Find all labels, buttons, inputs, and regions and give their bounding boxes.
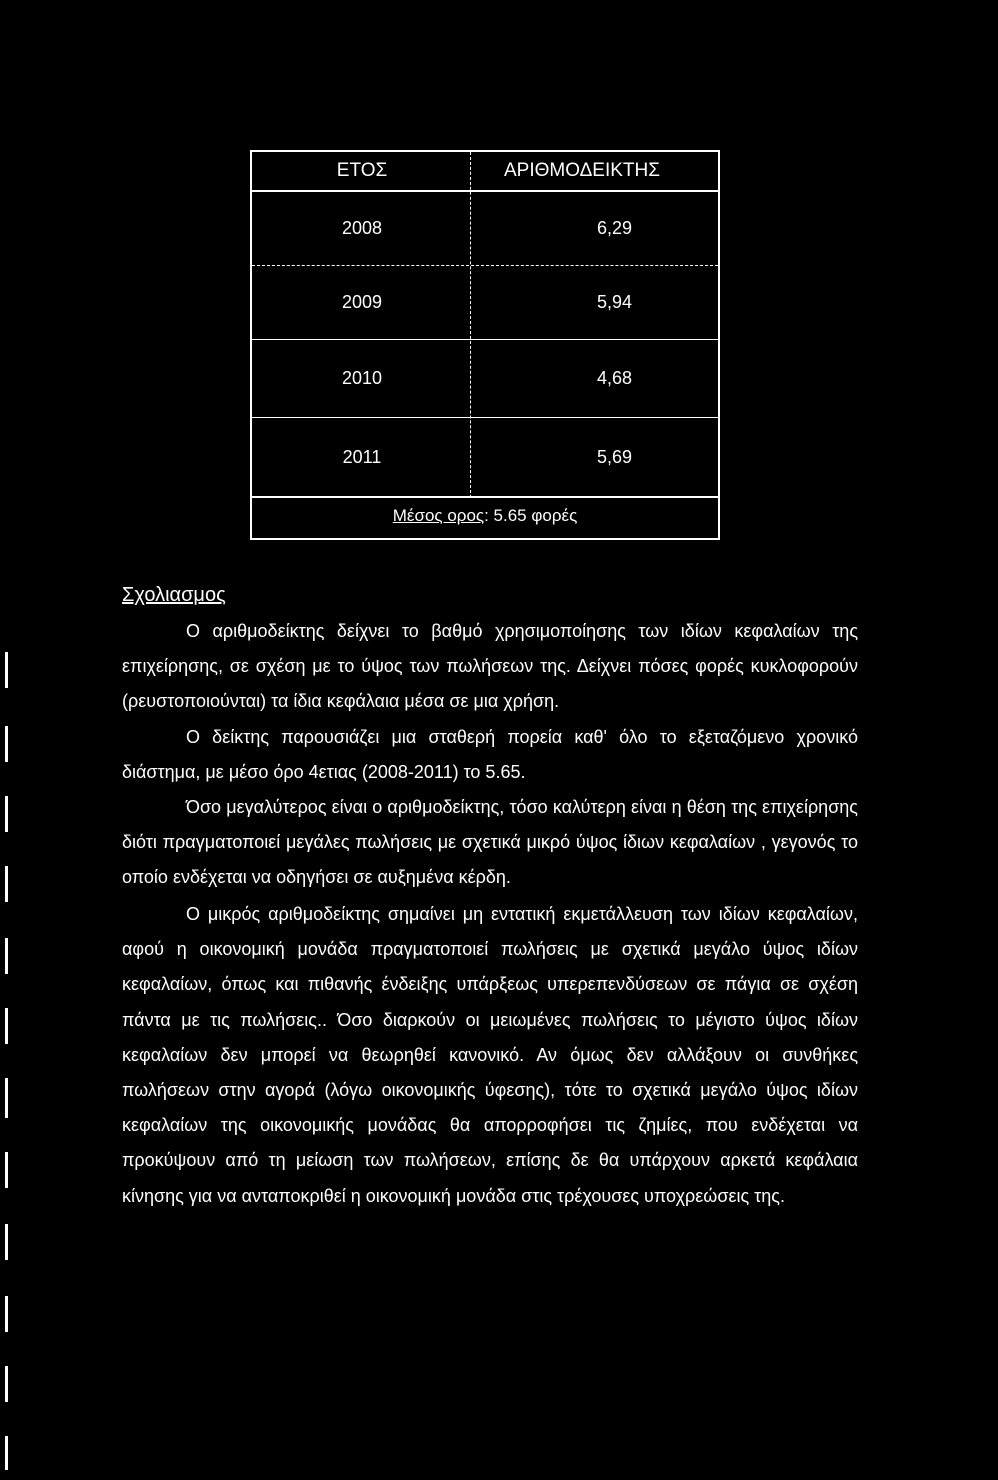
table-row [252, 418, 718, 498]
commentary-paragraph: Ο μικρός αριθμοδείκτης σημαίνει μη εντατική εκμετάλλευση των ιδίων κεφαλαίων, αφού η οικονομική μονάδα πραγματοποιεί πωλήσεις με σχετικά μεγάλο ύψος ιδίων κεφαλαίων, όπως και πιθανής ένδειξης υπάρξεως υπερεπενδύσεων σε πάγια σε σχέση πάντα με τις πωλήσεις.. Όσο διαρκούν οι μειωμένες πωλήσεις το μέγιστο ύψος ιδίων κεφαλαίων δεν μπορεί να θεωρηθεί κανονικό. Αν όμως δεν αλλάξουν οι συνθήκες πωλήσεων στην αγορά (λόγω οικονομικής ύφεσης), τότε το σχετικά μεγάλο ύψος ιδίων κεφαλαίων της οικονομικής μονάδας θα απορροφήσει τις ζημίες, που ενδέχεται να προκύψουν από τη μείωση των πωλήσεων, επίσης δε θα υπάρχουν αρκετά κεφάλαια κίνησης για να ανταποκριθεί η οικονομική μονάδα στις τρέχουσες υποχρεώσεις της. [122, 904, 858, 1206]
margin-mark [5, 1224, 8, 1260]
index-cell: 5,69 [596, 446, 632, 467]
index-cell: 6,29 [596, 218, 632, 238]
year-cell: 2008 [341, 218, 383, 238]
table-header [252, 152, 718, 192]
margin-mark [5, 1366, 8, 1402]
margin-mark [5, 866, 8, 902]
year-column-header: ΕΤΟΣ [336, 160, 388, 181]
average-label: Μέσος ορος [392, 506, 485, 525]
year-cell: 2011 [342, 446, 382, 467]
index-column-header: ΑΡΙΘΜΟΔΕΙΚΤΗΣ [504, 160, 660, 181]
margin-mark [5, 1436, 8, 1470]
margin-mark [5, 796, 8, 832]
year-cell: 2010 [341, 368, 383, 388]
average-value: : 5.65 φορές [484, 506, 578, 525]
margin-mark [5, 1296, 8, 1332]
table-row [252, 340, 718, 418]
index-table [250, 150, 720, 540]
average-row [252, 498, 718, 540]
margin-mark [5, 1078, 8, 1118]
table-row [252, 266, 718, 340]
margin-mark [5, 652, 8, 688]
margin-mark [5, 726, 8, 762]
margin-mark [5, 938, 8, 974]
commentary-paragraph: Όσο μεγαλύτερος είναι ο αριθμοδείκτης, τόσο καλύτερη είναι η θέση της επιχείρησης διότι πραγματοποιεί μεγάλες πωλήσεις με σχετικά μικρό ύψος ίδιων κεφαλαίων , γεγονός το οποίο ενδέχεται να οδηγήσει σε αυξημένα κέρδη. [122, 797, 858, 888]
margin-mark [5, 1152, 8, 1188]
index-cell: 4,68 [596, 368, 632, 388]
year-cell: 2009 [341, 292, 383, 312]
commentary-heading: Σχολιασμος [122, 584, 226, 606]
commentary-paragraph: Ο δείκτης παρουσιάζει μια σταθερή πορεία καθ' όλο το εξεταζόμενο χρονικό διάστημα, με μέσο όρο 4ετιας (2008-2011) το 5.65. [122, 727, 858, 783]
index-cell: 5,94 [596, 292, 632, 312]
commentary-paragraph: Ο αριθμοδείκτης δείχνει το βαθμό χρησιμοποίησης των ιδίων κεφαλαίων της επιχείρησης, σε σχέση με το ύψος των πωλήσεων της. Δείχνει πόσες φορές κυκλοφορούν (ρευστοποιούνται) τα ίδια κεφάλαια μέσα σε μια χρήση. [122, 621, 858, 712]
column-divider [470, 152, 471, 498]
table-row [252, 192, 718, 266]
margin-mark [5, 1008, 8, 1044]
